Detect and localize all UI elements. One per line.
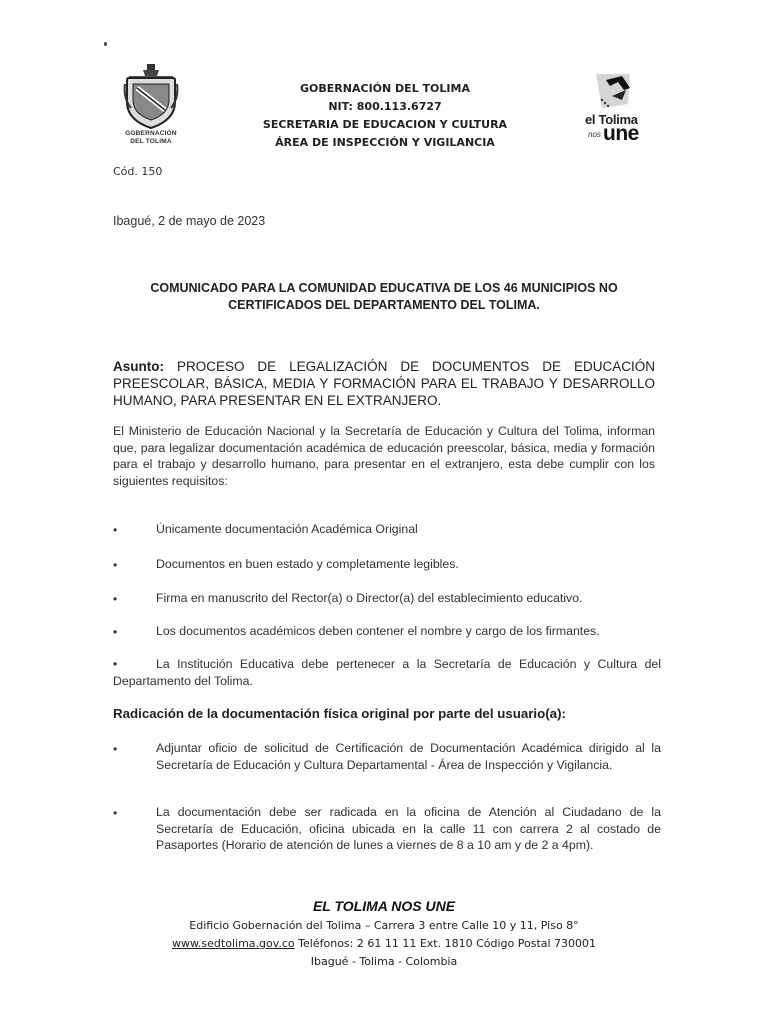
subject-paragraph — [113, 358, 655, 409]
brand-text-nos: nos — [588, 130, 601, 139]
document-code: Cód. 150 — [113, 165, 163, 178]
brand-text-une: une — [603, 122, 639, 145]
title-line1: COMUNICADO PARA LA COMUNIDAD EDUCATIVA DE LOS 46 MUNICIPIOS NO — [150, 281, 618, 295]
radication-item: Adjuntar oficio de solicitud de Certificación de Documentación Académica dirigido al la Secretaría de Educación y Cultura Departamental - Área de Inspección y Vigilancia. — [156, 741, 661, 772]
bullet-icon: • — [113, 523, 118, 537]
title-line2: CERTIFICADOS DEL DEPARTAMENTO DEL TOLIMA. — [228, 298, 540, 312]
requirement-bullet — [113, 623, 117, 641]
document-date: Ibagué, 2 de mayo de 2023 — [113, 214, 266, 228]
letterhead-line1: GOBERNACIÓN DEL TOLIMA — [300, 82, 470, 95]
radication-bullet — [113, 740, 117, 758]
brand-logo-icon — [578, 70, 648, 114]
requirement-item-wrapped — [113, 656, 661, 689]
coat-caption-line1: GOBERNACIÓN — [125, 130, 177, 137]
subject-text: PROCESO DE LEGALIZACIÓN DE DOCUMENTOS DE EDUCACIÓN PREESCOLAR, BÁSICA, MEDIA Y FORMACIÓN PARA EL TRABAJO Y DESARROLLO HUMANO, PARA PRESENTAR EN EL EXTRANJERO. — [113, 359, 655, 408]
requirement-item: Los documentos académicos deben contener el nombre y cargo de los firmantes. — [156, 624, 600, 638]
requirement-bullet — [113, 590, 117, 608]
bullet-icon: • — [113, 625, 118, 639]
brand-text: el Tolima — [585, 112, 638, 127]
bullet-icon: • — [113, 592, 118, 606]
coat-caption — [116, 130, 186, 146]
radication-bullet — [113, 804, 117, 822]
footer-address: Edificio Gobernación del Tolima – Carrera 3 entre Calle 10 y 11, Piso 8° — [189, 919, 579, 932]
requirement-item-text: La Institución Educativa debe pertenecer a la Secretaría de Educación y Cultura del Departamento del Tolima. — [113, 657, 661, 688]
bullet-icon: • — [113, 742, 118, 756]
requirement-item: Documentos en buen estado y completamente legibles. — [156, 557, 459, 571]
footer-website-link[interactable]: www.sedtolima.gov.co — [171, 937, 295, 950]
coat-of-arms — [118, 62, 184, 152]
letterhead-nit: NIT: 800.113.6727 — [328, 100, 442, 113]
scan-speck — [104, 42, 107, 46]
document-title — [113, 280, 655, 314]
footer-phones: Teléfonos: 2 61 11 11 Ext. 1810 Código Postal 730001 — [298, 937, 597, 950]
footer-city: Ibagué - Tolima - Colombia — [310, 955, 458, 968]
footer-motto: EL TOLIMA NOS UNE — [312, 898, 456, 914]
section-heading: Radicación de la documentación física original por parte del usuario(a): — [113, 706, 566, 721]
bullet-icon: • — [113, 558, 118, 572]
letterhead — [235, 80, 535, 152]
requirement-item: Firma en manuscrito del Rector(a) o Director(a) del establecimiento educativo. — [156, 591, 583, 605]
letterhead-line4: ÁREA DE INSPECCIÓN Y VIGILANCIA — [275, 136, 495, 149]
bullet-icon: • — [113, 806, 118, 820]
requirement-item: Únicamente documentación Académica Original — [156, 522, 418, 536]
intro-paragraph: El Ministerio de Educación Nacional y la Secretaría de Educación y Cultura del Tolima, informan que, para legalizar documentación académica de educación preescolar, básica, media y formación para el trabajo y desarrollo humano, para presentar en el extranjero, esta debe cumplir con los siguientes requisitos: — [113, 424, 655, 488]
coat-caption-line2: DEL TOLIMA — [130, 138, 172, 145]
bullet-icon: • — [113, 657, 118, 671]
subject-label: Asunto: — [113, 359, 164, 374]
requirement-bullet — [113, 556, 117, 574]
coat-of-arms-icon — [123, 62, 179, 130]
letterhead-line3: SECRETARIA DE EDUCACION Y CULTURA — [262, 118, 508, 131]
radication-item: La documentación debe ser radicada en la oficina de Atención al Ciudadano de la Secretaría de Educación, oficina ubicada en la calle 11 con carrera 2 al costado de Pasaportes (Horario de atención de lunes a viernes de 8 a 10 am y de 2 a 4pm). — [156, 805, 661, 852]
footer-contact — [0, 937, 768, 950]
requirement-bullet — [113, 521, 117, 539]
